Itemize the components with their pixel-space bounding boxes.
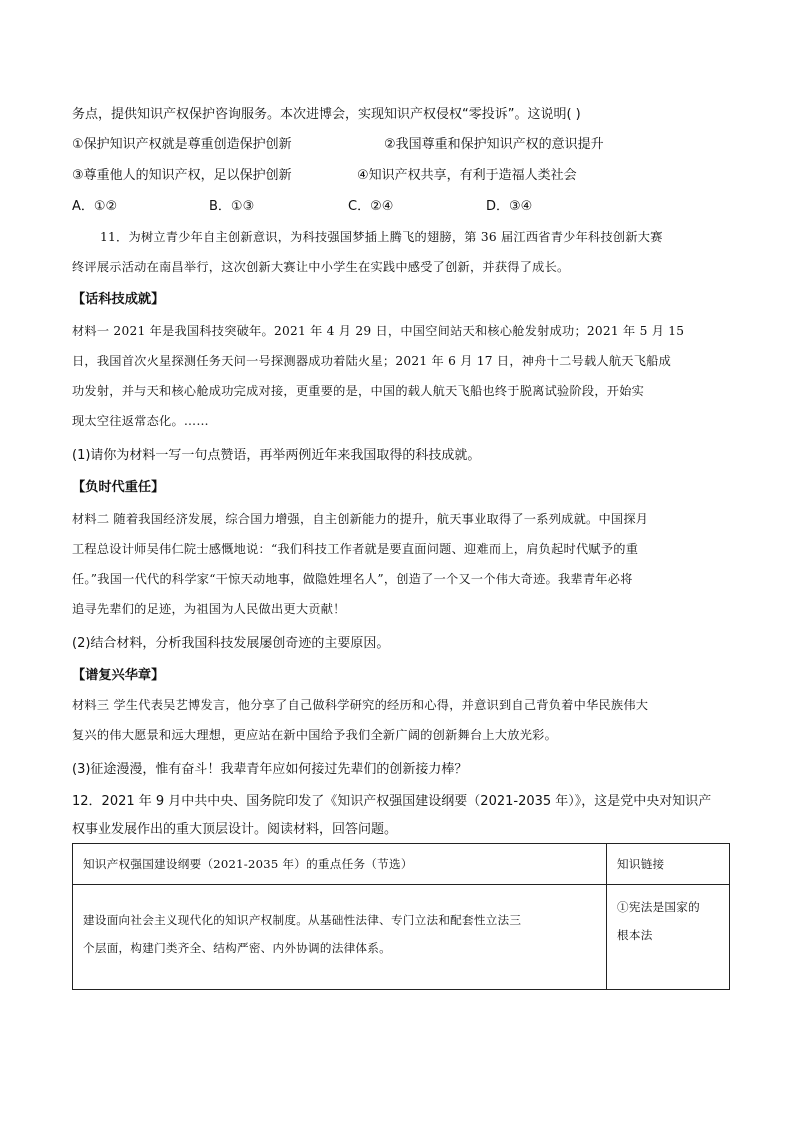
q10-choice-b: B．①③ [209,199,255,214]
q11-material-1-line: 功发射，并与天和核心舱成功完成对接，更重要的是，中国的载人航天飞船也终于脱离试验阶段，开始实 [72,384,645,398]
table-body-left-line-2: 个层面，构建门类齐全、结构严密、内外协调的法律体系。 [83,941,391,955]
q10-choice-a: A．①② [72,199,118,214]
q11-material-3-line: 材料三 学生代表吴艺博发言，他分享了自己做科学研究的经历和心得，并意识到自己背负着中华民族伟大 [72,698,649,712]
q12-intro-line-1: 12．2021 年 9 月中共中央、国务院印发了《知识产权强国建设纲要（2021-2035 年）》，这是党中央对知识产 [72,794,712,809]
q11-question-1: (1)请你为材料一写一句点赞语，再举两例近年来我国取得的科技成就。 [72,448,481,463]
q12-table [72,843,730,990]
table-body-right [607,885,730,990]
q11-question-3: (3)征途漫漫，惟有奋斗！我辈青年应如何接过先辈们的创新接力棒？ [72,762,468,777]
q11-material-1-line: 材料一 2021 年是我国科技突破年。2021 年 4 月 29 日，中国空间站天和核心舱发射成功；2021 年 5 月 15 [72,324,685,338]
table-header-left: 知识产权强国建设纲要（2021-2035 年）的重点任务（节选） [73,844,607,885]
q10-choice-d: D．③④ [486,199,533,214]
q11-material-2-line: 材料二 随着我国经济发展，综合国力增强，自主创新能力的提升，航天事业取得了一系列成就。中国探月 [72,512,649,526]
q10-stem-end: 务点，提供知识产权保护咨询服务。本次进博会，实现知识产权侵权“零投诉”。这说明( ) [72,107,581,122]
q11-material-2-line: 工程总设计师吴伟仁院士感慨地说：“我们科技工作者就是要直面问题、迎难而上，肩负起时代赋予的重 [72,542,639,556]
q10-choice-c: C．②④ [348,199,394,214]
table-body-left [73,885,607,990]
q11-question-2: (2)结合材料，分析我国科技发展屡创奇迹的主要原因。 [72,636,390,651]
q11-section-3-heading: 【谱复兴华章】 [72,668,165,683]
table-body-left-line-1: 建设面向社会主义现代化的知识产权制度。从基础性法律、专门立法和配套性立法三 [83,913,522,927]
q10-option-4: ④知识产权共享，有利于造福人类社会 [357,168,577,183]
q10-option-1: ①保护知识产权就是尊重创造保护创新 [72,137,292,152]
q10-option-3: ③尊重他人的知识产权，足以保护创新 [72,168,292,183]
q11-material-1-line: 日，我国首次火星探测任务天问一号探测器成功着陆火星；2021 年 6 月 17 日，神舟十二号载人航天飞船成 [72,354,672,368]
q11-intro-line-2: 终评展示活动在南昌举行，这次创新大赛让中小学生在实践中感受了创新，并获得了成长。 [72,260,570,274]
q11-material-3-line: 复兴的伟大愿景和远大理想，更应站在新中国给予我们全新广阔的创新舞台上大放光彩。 [72,728,558,742]
q10-option-2: ②我国尊重和保护知识产权的意识提升 [384,137,604,152]
q12-intro-line-2: 权事业发展作出的重大顶层设计。阅读材料，回答问题。 [72,822,398,837]
table-body-right-line-1: ①宪法是国家的 [617,900,700,914]
q11-material-1-line: 现太空往返常态化。…… [72,414,209,428]
q11-section-2-heading: 【负时代重任】 [72,480,165,495]
q11-material-2-line: 任。”我国一代代的科学家“干惊天动地事，做隐姓埋名人”，创造了一个又一个伟大奇迹。我辈青年必将 [72,572,633,586]
table-row [73,885,730,990]
table-header-row [73,844,730,885]
q11-intro-line-1: 11．为树立青少年自主创新意识，为科技强国梦插上腾飞的翅膀，第 36 届江西省青少年科技创新大赛 [100,230,663,244]
table-body-right-line-2: 根本法 [617,928,653,942]
table-header-right: 知识链接 [607,844,730,885]
q11-section-1-heading: 【话科技成就】 [72,292,165,307]
q11-material-2-line: 追寻先辈们的足迹，为祖国为人民做出更大贡献！ [72,602,346,616]
